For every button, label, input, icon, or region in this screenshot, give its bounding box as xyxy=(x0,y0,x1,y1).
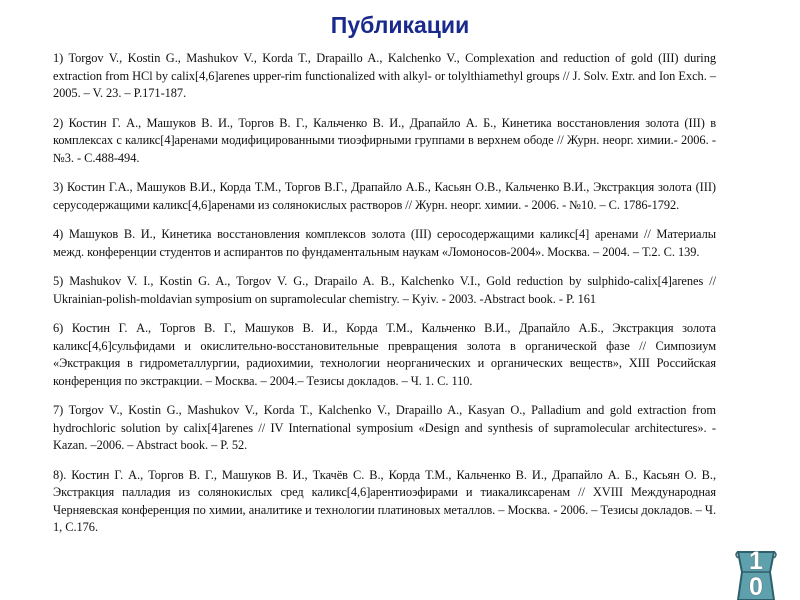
publication-item-8: 8). Костин Г. А., Торгов В. Г., Машуков В. И., Ткачёв С. В., Корда Т.М., Кальченко В. И., Драпайло А. Б., Касьян О. В., Экстракция палладия из солянокислых сред каликс[4,6]арентиоэфирами и тиакаликсаренам // XVIII Международная Черняевская конференция по химии, аналитике и технологии платиновых металлов. – Москва. - 2006. – Тезисы докладов. – Ч. 1, С.176. xyxy=(53,467,716,534)
page-number-badge xyxy=(732,544,780,600)
publication-item-4: 4) Машуков В. И., Кинетика восстановления комплексов золота (III) серосодержащими каликс[4] аренами // Материалы межд. конференции студентов и аспирантов по фундаментальным наукам «Ломоносов-2004». Москва. – 2004. – Т.2. С. 139. xyxy=(53,227,716,259)
publication-item-1: 1) Torgov V., Kostin G., Mashukov V., Korda T., Drapaillo A., Kalchenko V., Complexation and reduction of gold (III) during extraction from HCl by calix[4,6]arenes upper-rim functionalized with alkyl- or tolylthiamethyl groups // J. Solv. Extr. and Ion Exch. – 2005. – V. 23. – P.171-187. xyxy=(53,51,716,100)
page-number: 10 xyxy=(749,547,763,600)
publication-list xyxy=(53,50,716,549)
publication-item-6: 6) Костин Г. А., Торгов В. Г., Машуков В. И., Корда Т.М., Кальченко В.И., Драпайло А.Б., Экстракция золота каликс[4,6]сульфидами и окислительно-восстановительные превращения золота в органической фазе // Симпозиум «Экстракция в гидрометаллургии, радиохимии, технологии неорганических и органических веществ», XIII Российская конференция по экстракции. – Москва. – 2004.– Тезисы докладов. – Ч. 1. С. 110. xyxy=(53,321,716,388)
publication-item-7: 7) Torgov V., Kostin G., Mashukov V., Korda T., Kalchenko V., Drapaillo A., Kasyan O., Palladium and gold extraction from hydrochloric solution by calix[4]arenes // IV International symposium «Design and synthesis of supramolecular architectures». - Kazan. –2006. – Abstract book. – P. 52. xyxy=(53,403,716,452)
publication-item-3: 3) Костин Г.А., Машуков В.И., Корда Т.М., Торгов В.Г., Драпайло А.Б., Касьян О.В., Кальченко В.И., Экстракция золота (III) серусодержащими каликс[4,6]аренами из солянокислых растворов // Журн. неорг. химии. - 2006. - №10. – С. 1786-1792. xyxy=(53,180,716,212)
publication-item-2: 2) Костин Г. А., Машуков В. И., Торгов В. Г., Кальченко В. И., Драпайло А. Б., Кинетика восстановления золота (III) в комплексах с каликс[4]аренами модифицированными тиоэфирными группами в верхнем ободе // Журн. неорг. химии.- 2006. - №3. - С.488-494. xyxy=(53,115,716,165)
publication-item-5: 5) Mashukov V. I., Kostin G. A., Torgov V. G., Drapailo A. B., Kalchenko V.I., Gold reduction by sulphido-calix[4]arenes // Ukrainian-polish-moldavian symposium on supramolecular chemistry. – Kyiv. - 2003. -Abstract book. - P. 161 xyxy=(53,274,716,306)
page-title: Публикации xyxy=(330,12,470,38)
